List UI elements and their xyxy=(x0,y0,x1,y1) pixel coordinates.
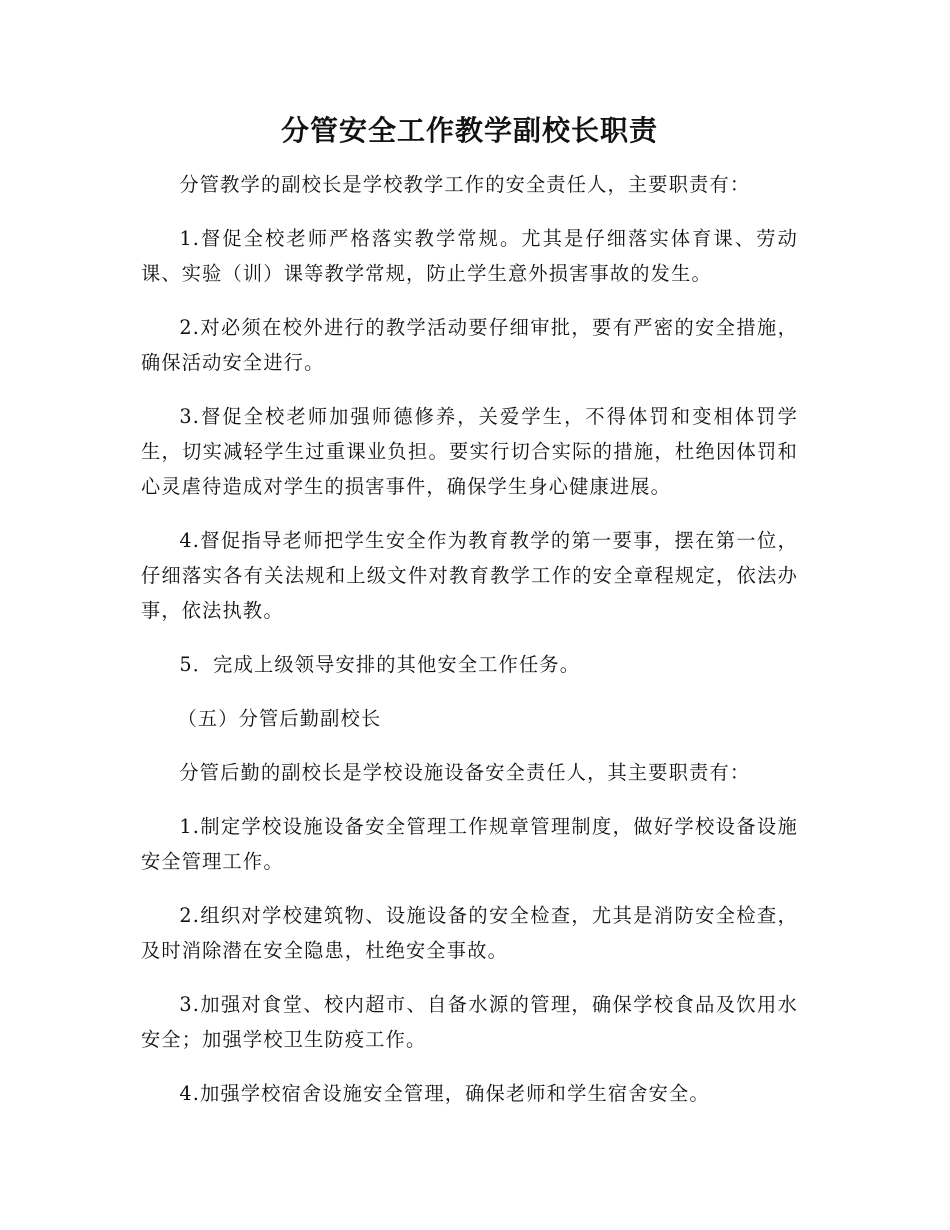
paragraph-teaching-item-4: 4.督促指导老师把学生安全作为教育教学的第一要事，摆在第一位，仔细落实各有关法规和上级文件对教育教学工作的安全章程规定，依法办事，依法执教。 xyxy=(141,529,798,622)
section-heading-logistics: （五）分管后勤副校长 xyxy=(177,707,382,730)
paragraph-logistics-item-4: 4.加强学校宿舍设施安全管理，确保老师和学生宿舍安全。 xyxy=(179,1082,710,1105)
paragraph-teaching-item-2: 2.对必须在校外进行的教学活动要仔细审批，要有严密的安全措施，确保活动安全进行。 xyxy=(141,316,798,374)
paragraph-logistics-item-2: 2.组织对学校建筑物、设施设备的安全检查，尤其是消防安全检查，及时消除潜在安全隐患，杜绝安全事故。 xyxy=(141,904,798,962)
paragraph-logistics-item-1: 1.制定学校设施设备安全管理工作规章管理制度，做好学校设备设施安全管理工作。 xyxy=(141,815,798,873)
paragraph-teaching-item-1: 1.督促全校老师严格落实教学常规。尤其是仔细落实体育课、劳动课、实验（训）课等教学常规，防止学生意外损害事故的发生。 xyxy=(141,227,798,285)
paragraph-teaching-item-3: 3.督促全校老师加强师德修养，关爱学生，不得体罚和变相体罚学生，切实减轻学生过重课业负担。要实行切合实际的措施，杜绝因体罚和心灵虐待造成对学生的损害事件，确保学生身心健康进展。 xyxy=(141,405,798,498)
paragraph-teaching-item-5: 5．完成上级领导安排的其他安全工作任务。 xyxy=(179,653,581,676)
paragraph-logistics-item-3: 3.加强对食堂、校内超市、自备水源的管理，确保学校食品及饮用水安全；加强学校卫生防疫工作。 xyxy=(141,993,798,1051)
paragraph-intro-teaching: 分管教学的副校长是学校教学工作的安全责任人，主要职责有： xyxy=(179,173,751,196)
document-title: 分管安全工作教学副校长职责 xyxy=(280,114,658,147)
paragraph-intro-logistics: 分管后勤的副校长是学校设施设备安全责任人，其主要职责有： xyxy=(179,761,751,784)
